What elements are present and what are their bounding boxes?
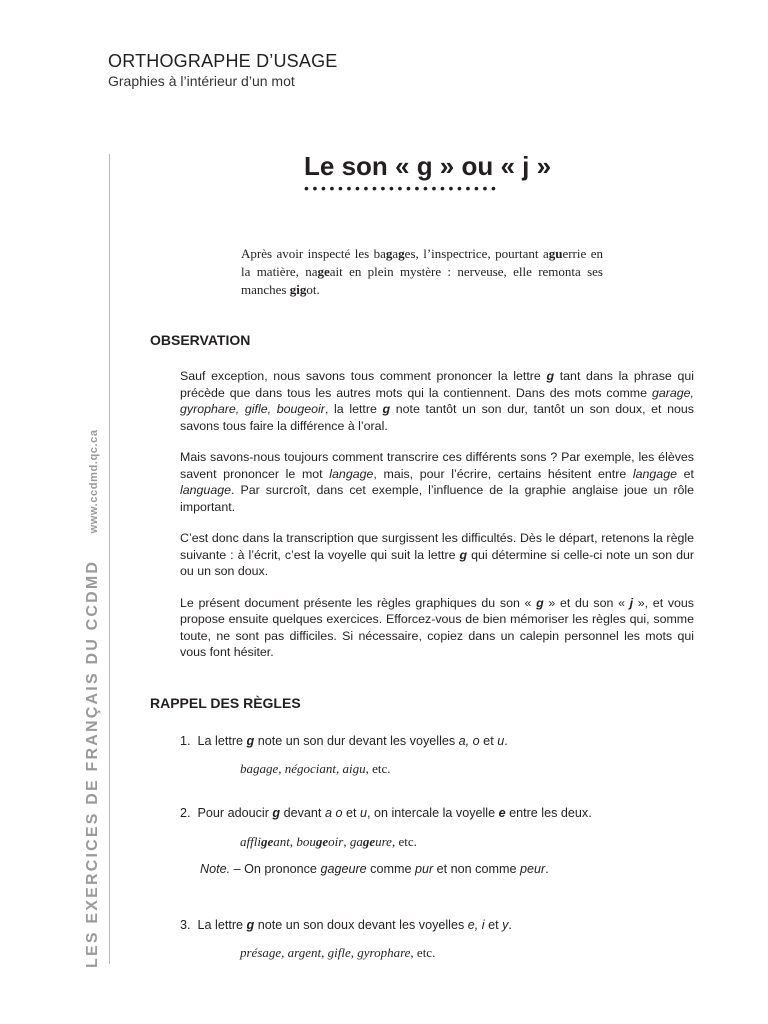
rule-2: 2. Pour adoucir g devant a o et u, on intercale la voyelle e entre les deux. [180,806,592,820]
rule-3: 3. La lettre g note un son doux devant les voyelles e, i et y. [180,918,512,932]
header-title: ORTHOGRAPHE D’USAGE [108,51,338,71]
margin-rule [109,154,110,964]
rule-1-examples: bagage, négociant, aigu, etc. [240,761,391,776]
rule-2-examples: affligeant, bougeoir, gageure, etc. [240,834,417,849]
rule-2-note: Note. – On prononce gageure comme pur et non comme peur. [200,862,549,876]
observation-paragraph-4: Le présent document présente les règles graphiques du son « g » et du son « j », et vous propose ensuite quelques exercices. Efforcez-vous de bien mémoriser les règles qui, somme toute, ne sont pas difficiles. Si nécessaire, copiez dans un calepin personnel les mots qui vous font hésiter. [180,595,694,659]
page-header [108,50,338,90]
rule-3-examples: présage, argent, gifle, gyrophare, etc. [240,945,436,960]
vertical-sidebar-brand [84,429,102,968]
website-text: www.ccdmd.qc.ca [88,429,100,534]
observation-paragraph-2: Mais savons-nous toujours comment transcrire ces différents sons ? Par exemple, les élèves savent prononcer le mot langage, mais, pour l’écrire, certains hésitent entre langage et language. Par surcroît, dans cet exemple, l’influence de la graphie anglaise joue un rôle important. [180,450,694,514]
rules-heading: RAPPEL DES RÈGLES [150,695,301,711]
page-title: Le son « g » ou « j » [304,151,552,181]
observation-paragraph-1: Sauf exception, nous savons tous comment prononcer la lettre g tant dans la phrase qui précède que dans tous les autres mots qui la contiennent. Dans des mots comme garage, gyrophare, gifle, bougeoir, la lettre g note tantôt un son dur, tantôt un son doux, et nous savons tous faire la différence à l’oral. [180,369,695,433]
rule-1: 1. La lettre g note un son dur devant les voyelles a, o et u. [180,734,508,748]
observation-paragraph-3: C’est donc dans la transcription que surgissent les difficultés. Dès le départ, retenons la règle suivante : à l’écrit, c’est la voyelle qui suit la lettre g qui détermine si celle-ci note un son dur ou un son doux. [180,531,694,578]
title-dotted-underline: ••••••••••••••••••••••• [304,180,500,196]
brand-text: LES EXERCICES DE FRANÇAIS DU CCDMD [84,559,101,968]
epigraph: Après avoir inspecté les bagages, l’inspectrice, pourtant aguerrie en la matière, nageait en plein mystère : nerveuse, elle remonta ses manches gigot. [241,246,603,297]
observation-body [180,368,694,676]
header-subtitle: Graphies à l’intérieur d’un mot [108,73,295,89]
observation-heading: OBSERVATION [150,332,251,348]
